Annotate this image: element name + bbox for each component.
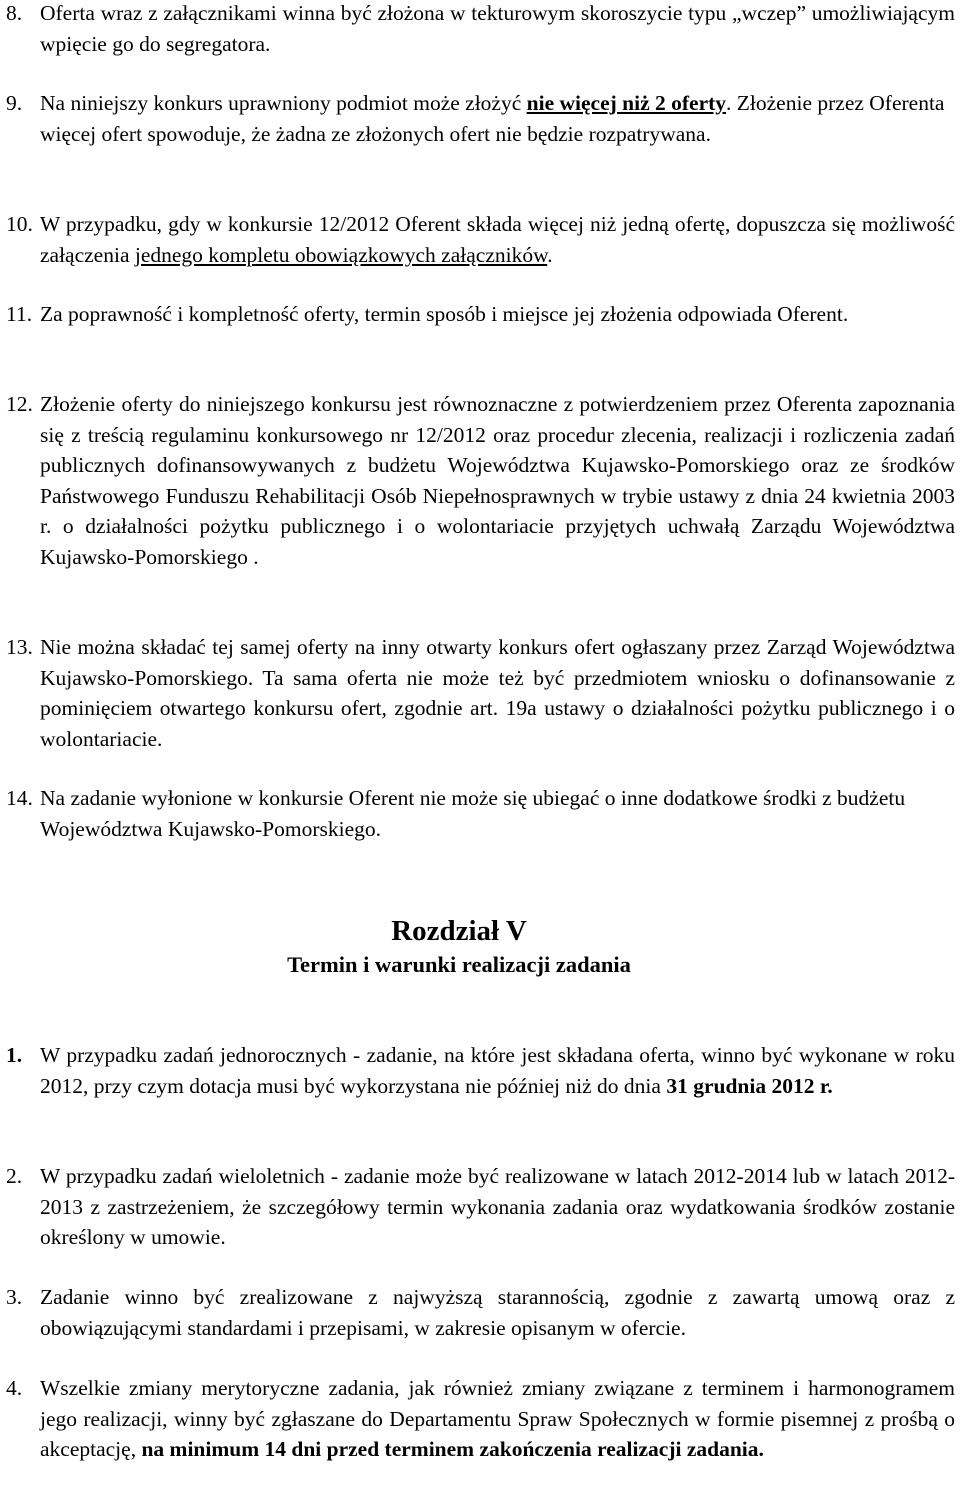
list-item-10 <box>0 209 955 270</box>
item-number: 8. <box>6 1 23 25</box>
emphasis-text: nie więcej niż 2 oferty <box>526 91 727 115</box>
item-number: 11. <box>6 302 33 326</box>
list-item-11 <box>0 299 955 330</box>
item-text: W przypadku zadań wieloletnich - zadanie może być realizowane w latach 2012-2014 lub w latach 2012-2013 z zastrzeżeniem, że szczegółowy termin wykonania zadania oraz wydatkowania środków zostanie określony w umowie. <box>40 1164 955 1249</box>
item-number: 2. <box>6 1164 23 1188</box>
item-text: Nie można składać tej samej oferty na inny otwarty konkurs ofert ogłaszany przez Zarząd Województwa Kujawsko-Pomorskiego. Ta sama oferta nie może też być przedmiotem wniosku o dofinansowanie z pominięciem otwartego konkursu ofert, zgodnie art. 19a ustawy o działalności pożytku publicznego i o wolontariacie. <box>40 635 955 751</box>
item-number: 4. <box>6 1376 23 1400</box>
bold-date: 31 grudnia 2012 r. <box>666 1073 833 1098</box>
chapter-subtitle: Termin i warunki realizacji zadania <box>287 952 631 977</box>
item-text: Na niniejszy konkurs uprawniony podmiot może złożyć nie więcej niż 2 oferty. Złożenie przez Oferenta więcej ofert spowoduje, że żadna ze złożonych ofert nie będzie rozpatrywana. <box>40 91 945 146</box>
chapter-title: Rozdział V <box>391 915 527 947</box>
chapter-item-4 <box>0 1373 955 1465</box>
item-number: 14. <box>6 786 33 810</box>
item-number: 13. <box>6 635 33 659</box>
item-text: Zadanie winno być zrealizowane z najwyższą starannością, zgodnie z zawartą umową oraz z obowiązującymi standardami i przepisami, w zakresie opisanym w ofercie. <box>40 1285 955 1340</box>
item-text: Wszelkie zmiany merytoryczne zadania, jak również zmiany związane z terminem i harmonogramem jego realizacji, winny być zgłaszane do Departamentu Spraw Społecznych w formie pisemnej z prośbą o akceptację, na minimum 14 dni przed terminem zakończenia realizacji zadania. <box>40 1376 955 1461</box>
item-text: Oferta wraz z załącznikami winna być złożona w tekturowym skoroszycie typu „wczep” umożliwiającym wpięcie go do segregatora. <box>40 1 955 56</box>
underlined-text: jednego kompletu obowiązkowych załączników <box>134 242 548 267</box>
item-number: 12. <box>6 392 33 416</box>
chapter-item-3 <box>0 1282 955 1343</box>
item-text: Na zadanie wyłonione w konkursie Oferent nie może się ubiegać o inne dodatkowe środki z budżetu Województwa Kujawsko-Pomorskiego. <box>40 786 906 841</box>
item-text: Za poprawność i kompletność oferty, termin sposób i miejsce jej złożenia odpowiada Oferent. <box>40 302 849 326</box>
chapter-item-1 <box>0 1040 955 1101</box>
item-number: 10. <box>6 212 33 236</box>
bold-deadline: na minimum 14 dni przed terminem zakończenia realizacji zadania. <box>141 1437 764 1461</box>
item-text: W przypadku zadań jednorocznych - zadanie, na które jest składana oferta, winno być wykonane w roku 2012, przy czym dotacja musi być wykorzystana nie później niż do dnia 31 grudnia 2012 r. <box>40 1043 955 1098</box>
item-number: 3. <box>6 1285 23 1309</box>
item-number: 1. <box>6 1043 23 1067</box>
list-item-12 <box>0 389 955 572</box>
list-item-13 <box>0 632 955 754</box>
item-number: 9. <box>6 91 23 115</box>
list-item-14 <box>0 783 955 844</box>
list-item-9 <box>0 88 955 149</box>
item-text: W przypadku, gdy w konkursie 12/2012 Oferent składa więcej niż jedną ofertę, dopuszcza się możliwość załączenia jednego kompletu obowiązkowych załączników. <box>40 212 955 267</box>
chapter-item-2 <box>0 1161 955 1253</box>
item-text: Złożenie oferty do niniejszego konkursu jest równoznaczne z potwierdzeniem przez Oferenta zapoznania się z treścią regulaminu konkursowego nr 12/2012 oraz procedur zlecenia, realizacji i rozliczenia zadań publicznych dofinansowywanych z budżetu Województwa Kujawsko-Pomorskiego oraz ze środków Państwowego Funduszu Rehabilitacji Osób Niepełnosprawnych w trybie ustawy z dnia 24 kwietnia 2003 r. o działalności pożytku publicznego i o wolontariacie przyjętych uchwałą Zarządu Województwa Kujawsko-Pomorskiego . <box>40 392 955 569</box>
list-item-8 <box>0 0 955 59</box>
